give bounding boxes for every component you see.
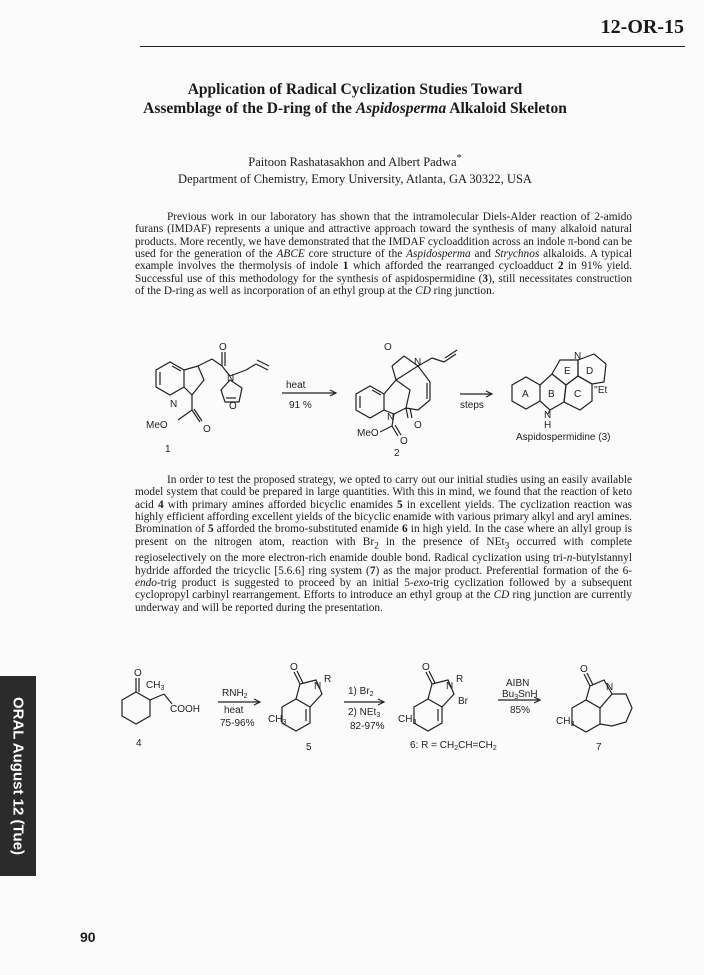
step1-heat: heat — [224, 705, 244, 716]
c1-amide-n: N — [227, 373, 235, 384]
c5-r-label: R — [324, 674, 332, 685]
c1-furan-o: O — [229, 401, 237, 412]
step3-bu3snh: $Bu_3SnH$ — [502, 689, 538, 701]
c1-meo-label: MeO — [146, 420, 168, 431]
ring-c-label: C — [574, 389, 582, 400]
step3-yield: 85% — [510, 705, 531, 716]
c3-ethyl-label: ''Et — [594, 385, 608, 396]
c2-carbonyl-o: O — [384, 342, 392, 353]
title-line-2 — [60, 99, 650, 118]
c2-n-label: N — [414, 357, 422, 368]
c1-pyrrole-ring — [184, 366, 204, 395]
c7-o-label: O — [580, 664, 588, 675]
c7-piperidine-ring — [600, 694, 632, 726]
c6-lactam-ring — [428, 680, 454, 707]
c3-nh-n: N — [544, 410, 552, 421]
author-names-text: Paitoon Rashatasakhon and Albert Padwa — [248, 155, 457, 170]
c3-ring-a — [512, 377, 540, 409]
scheme1-yield: 91 % — [289, 400, 312, 411]
c3-n-label: N — [574, 351, 582, 362]
title-line-2-italic: Aspidosperma — [355, 100, 447, 117]
c4-o-label: O — [134, 668, 142, 679]
scheme1-reagent: heat — [286, 380, 306, 391]
c3-nh-h: H — [544, 420, 552, 431]
compound-1-label: 1 — [165, 444, 171, 455]
step1-yield: 75-96% — [220, 718, 255, 729]
c6-ch3: $CH_3$ — [398, 714, 417, 726]
c3-ring-c — [564, 376, 592, 410]
c5-ch3: $CH_3$ — [268, 714, 287, 726]
corresponding-mark: * — [456, 153, 462, 164]
paper-title — [60, 80, 650, 118]
c7-ring-1 — [572, 700, 600, 732]
affiliation: Department of Chemistry, Emory University, Atlanta, GA 30322, USA — [178, 172, 532, 187]
c6-r-label: R — [456, 674, 464, 685]
c7-lactam-ring — [586, 680, 612, 708]
c2-indole-n: N — [387, 412, 395, 423]
c1-benzene-ring — [156, 362, 184, 395]
c5-n-label: N — [314, 681, 322, 692]
compound-5-label: 5 — [306, 742, 312, 753]
c1-carbonyl-o: O — [219, 342, 227, 353]
compound-2-label: 2 — [394, 448, 400, 459]
ring-d-label: D — [586, 366, 594, 377]
c5-lactam-ring — [296, 680, 322, 707]
c2-ketone-o: O — [414, 420, 422, 431]
step2-bromination: 1) $Br_2$ — [348, 686, 374, 698]
step2-yield: 82-97% — [350, 721, 385, 732]
c6-br-label: Br — [458, 696, 468, 707]
compound-6-label: 6: $R = CH_2CH=CH_2$ — [410, 740, 497, 752]
c4-cyclohexane — [122, 692, 150, 724]
c7-n-label: N — [606, 682, 614, 693]
compound-4-label: 4 — [136, 738, 142, 749]
c1-o-label: O — [203, 424, 211, 435]
ring-e-label: E — [564, 366, 571, 377]
c6-n-label: N — [446, 681, 454, 692]
c1-n-label: N — [170, 399, 178, 410]
ring-a-label: A — [522, 389, 529, 400]
c6-o-label: O — [422, 662, 430, 673]
aspidospermidine-label: Aspidospermidine (3) — [516, 432, 611, 443]
c3-ring-e — [552, 360, 578, 385]
compound-7-label: 7 — [596, 742, 602, 753]
c3-ring-b — [540, 374, 566, 410]
session-code: 12-OR-15 — [600, 16, 684, 38]
c1-furan-ring — [221, 380, 242, 402]
c6-cyclohexene — [414, 699, 442, 731]
title-line-1: Application of Radical Cyclization Studies Toward — [187, 81, 523, 98]
c2-meo-label: MeO — [357, 428, 379, 439]
c5-cyclohexene — [282, 699, 310, 731]
paragraph-2: In order to test the proposed strategy, we opted to carry out our initial studies using an easily available model system that could be prepared in large quantities. With this in mind, we found that the reaction of keto acid 4 with primary amines afforded bicyclic enamides 5 in excellent yields. The cyclization reaction was highly efficient affording excellent yields of the bicyclic enamide with various primary alkyl and aryl amines. Bromination of 5 afforded the bromo-substituted enamide 6 in high yield. In the case where an allyl group is present on the nitrogen atom, reaction with $Br_2$ in the presence of NEt$_3$ occurred with complete regioselectively on the more electron-rich enamide double bond. Radical cyclization using tri-n-butylstannyl hydride afforded the tricyclic [5.6.6] ring system (7) as the major product. Preferential formation of the 6-endo-trig product is suggested to proceed by an initial 5-exo-trig cyclization followed by a subsequent cyclopropyl carbinyl rearrangement. Efforts to introduce an ethyl group at the CD ring junction are currently underway and will be reported during the presentation. — [135, 474, 633, 614]
author-block — [60, 150, 650, 188]
c4-cooh: COOH — [170, 704, 200, 715]
step3-aibn: AIBN — [506, 678, 530, 689]
scheme1-steps: steps — [460, 400, 484, 411]
c7-ch3: $CH_3$ — [556, 716, 575, 728]
side-tab-label — [0, 676, 36, 876]
c2-benzene-ring — [356, 386, 384, 418]
c2-ester-o: O — [400, 436, 408, 447]
step2-net3: 2) NEt$_3$ — [348, 707, 381, 719]
c3-ring-d — [578, 354, 606, 384]
author-names — [60, 150, 650, 171]
side-tab-text: ORAL August 12 (Tue) — [9, 696, 27, 856]
page-number: 90 — [80, 929, 96, 945]
c5-o-label: O — [290, 662, 298, 673]
c4-ch3: $CH_3$ — [146, 680, 165, 692]
header-rule — [140, 46, 685, 47]
paragraph-1: Previous work in our laboratory has shown that the intramolecular Diels-Alder reaction of 2-amido furans (IMDAF) represents a unique and attractive approach toward the synthesis of many alkaloid natural products. More recently, we have demonstrated that the IMDAF cycloaddition across an indole π-bond can be used for the generation of the ABCE core structure of the Aspidosperma and Strychnos alkaloids. A typical example involves the thermolysis of indole 1 which afforded the rearranged cycloadduct 2 in 91% yield. Successful use of this methodology for the synthesis of aspidospermidine (3), still necessitates construction of the D-ring as well as incorporation of an ethyl group at the CD ring junction. — [135, 211, 632, 298]
title-line-2-b: Alkaloid Skeleton — [446, 100, 567, 117]
ring-b-label: B — [548, 389, 555, 400]
title-line-2-a: Assemblage of the D-ring of the — [143, 100, 356, 117]
step1-reagent: $RNH_2$ — [222, 688, 248, 700]
